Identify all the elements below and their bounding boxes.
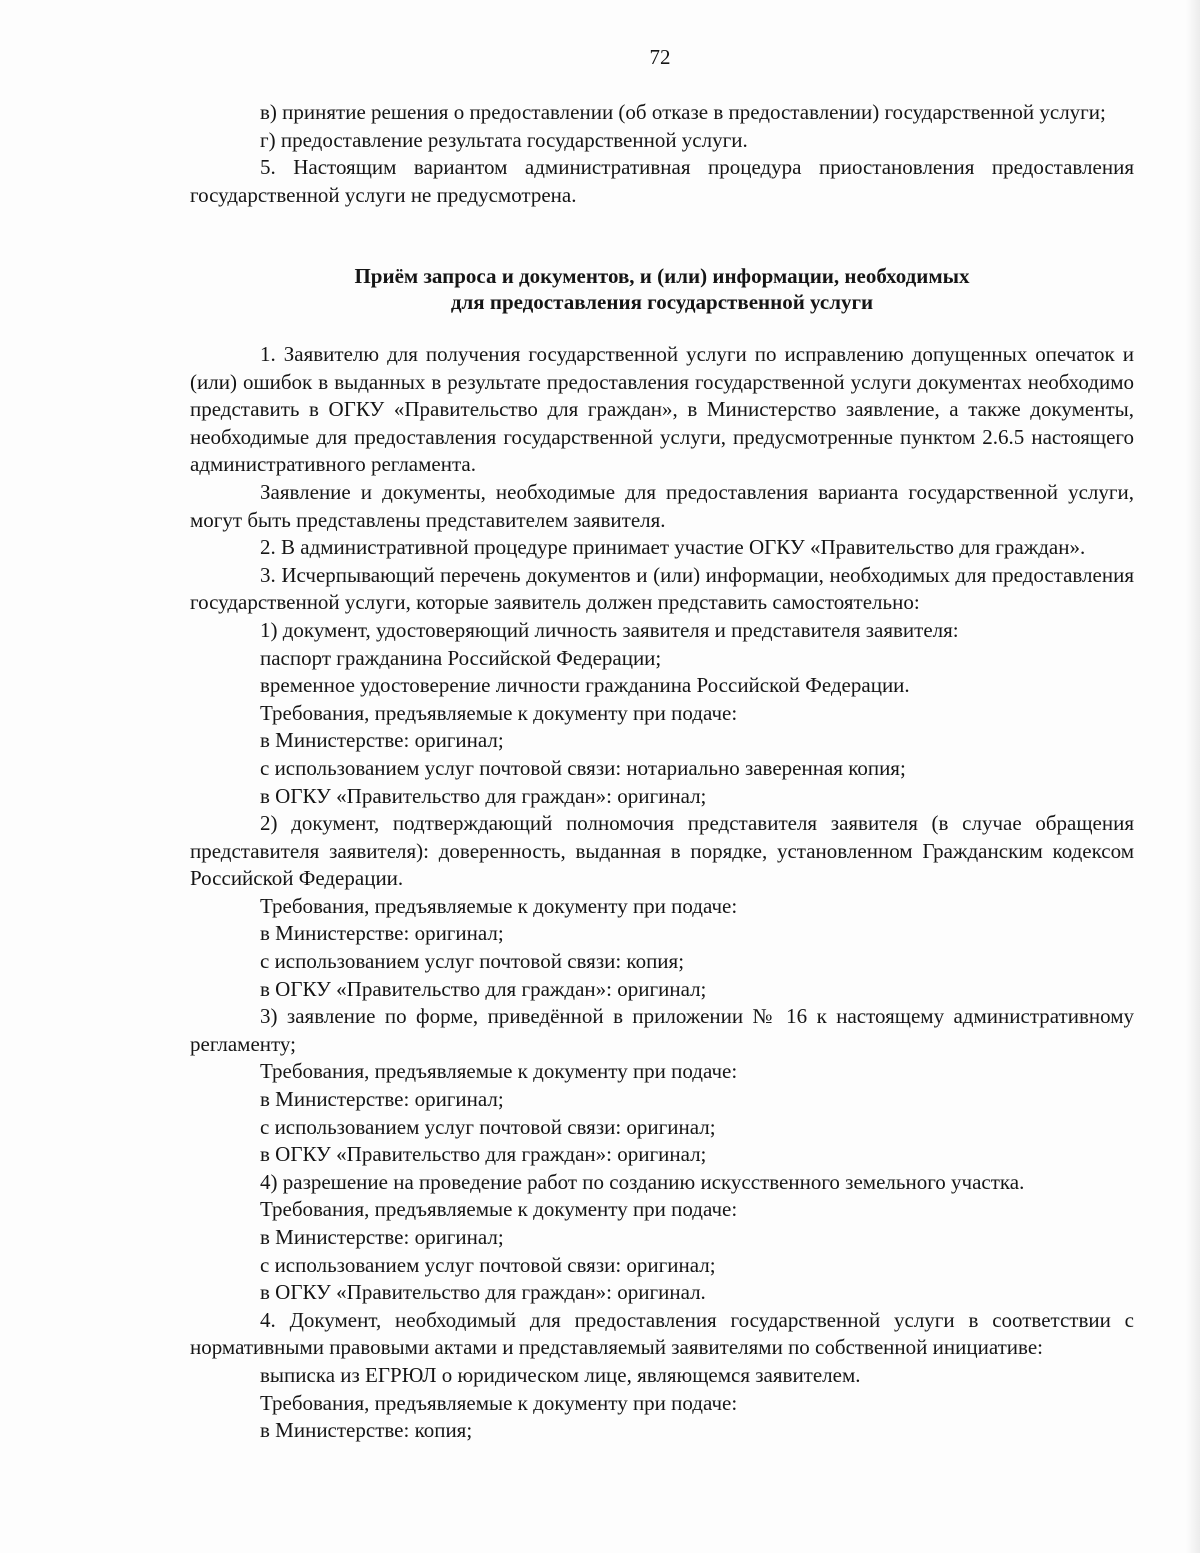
body-text-block — [190, 341, 1134, 1445]
paragraph: 5. Настоящим вариантом административная процедура приостановления предоставления государственной услуги не предусмотрена. — [190, 155, 1134, 207]
paragraph: 4. Документ, необходимый для предоставления государственной услуги в соответствии с нормативными правовыми актами и представляемый заявителями по собственной инициативе: — [190, 1307, 1134, 1360]
scan-edge-shadow — [1186, 0, 1200, 1553]
list-item: в ОГКУ «Правительство для граждан»: оригинал; — [260, 783, 707, 808]
list-item: в Министерстве: оригинал; — [260, 921, 504, 946]
paragraph: 2. В административной процедуре принимает участие ОГКУ «Правительство для граждан». — [260, 535, 1086, 560]
top-text-block — [190, 99, 1134, 209]
paragraph: в) принятие решения о предоставлении (об отказе в предоставлении) государственной услуги; — [260, 100, 1106, 124]
section-heading-line: для предоставления государственной услуги — [450, 290, 874, 314]
list-item: Требования, предъявляемые к документу при подаче: — [260, 700, 738, 725]
page-number: 72 — [649, 45, 671, 69]
list-item: в ОГКУ «Правительство для граждан»: оригинал. — [260, 1280, 706, 1305]
list-item: в Министерстве: оригинал; — [260, 728, 504, 753]
section-heading — [190, 263, 1134, 315]
list-item: Требования, предъявляемые к документу при подаче: — [260, 893, 738, 918]
list-item: в ОГКУ «Правительство для граждан»: оригинал; — [260, 1142, 707, 1167]
paragraph: 3. Исчерпывающий перечень документов и (или) информации, необходимых для предоставления государственной услуги, которые заявитель должен представить самостоятельно: — [190, 562, 1134, 615]
paragraph: 2) документ, подтверждающий полномочия представителя заявителя (в случае обращения представителя заявителя): доверенность, выданная в порядке, установленном Гражданским кодексом Российской Федерации. — [190, 811, 1134, 891]
list-item: в Министерстве: оригинал; — [260, 1087, 504, 1112]
list-item: в ОГКУ «Правительство для граждан»: оригинал; — [260, 976, 707, 1001]
paragraph: 3) заявление по форме, приведённой в приложении № 16 к настоящему административному регламенту; — [190, 1004, 1134, 1056]
paragraph: 1. Заявителю для получения государственной услуги по исправлению допущенных опечаток и (или) ошибок в выданных в результате предоставления государственной услуги документах необходимо представить в ОГКУ «Правительство для граждан», в Министерство заявление, а также документы, необходимые для предоставления государственной услуги, предусмотренные пунктом 2.6.5 настоящего административного регламента. — [190, 342, 1134, 477]
list-item: в Министерстве: копия; — [260, 1418, 473, 1443]
paragraph: Заявление и документы, необходимые для предоставления варианта государственной услуги, могут быть представлены представителем заявителя. — [190, 479, 1134, 532]
list-item: 1) документ, удостоверяющий личность заявителя и представителя заявителя: — [260, 617, 959, 642]
list-item: Требования, предъявляемые к документу при подаче: — [260, 1059, 738, 1084]
list-item: с использованием услуг почтовой связи: нотариально заверенная копия; — [260, 755, 906, 780]
section-heading-line: Приём запроса и документов, и (или) информации, необходимых — [354, 264, 970, 288]
list-item: временное удостоверение личности гражданина Российской Федерации. — [260, 673, 910, 698]
paragraph: г) предоставление результата государственной услуги. — [260, 127, 748, 152]
list-item: с использованием услуг почтовой связи: копия; — [260, 949, 685, 974]
list-item: Требования, предъявляемые к документу при подаче: — [260, 1390, 738, 1415]
list-item: Требования, предъявляемые к документу при подаче: — [260, 1197, 738, 1222]
list-item: с использованием услуг почтовой связи: оригинал; — [260, 1252, 716, 1277]
list-item: с использованием услуг почтовой связи: оригинал; — [260, 1114, 716, 1139]
list-item: выписка из ЕГРЮЛ о юридическом лице, являющемся заявителем. — [260, 1362, 861, 1387]
list-item: в Министерстве: оригинал; — [260, 1225, 504, 1249]
list-item: паспорт гражданина Российской Федерации; — [260, 645, 662, 670]
list-item: 4) разрешение на проведение работ по созданию искусственного земельного участка. — [260, 1169, 1025, 1194]
